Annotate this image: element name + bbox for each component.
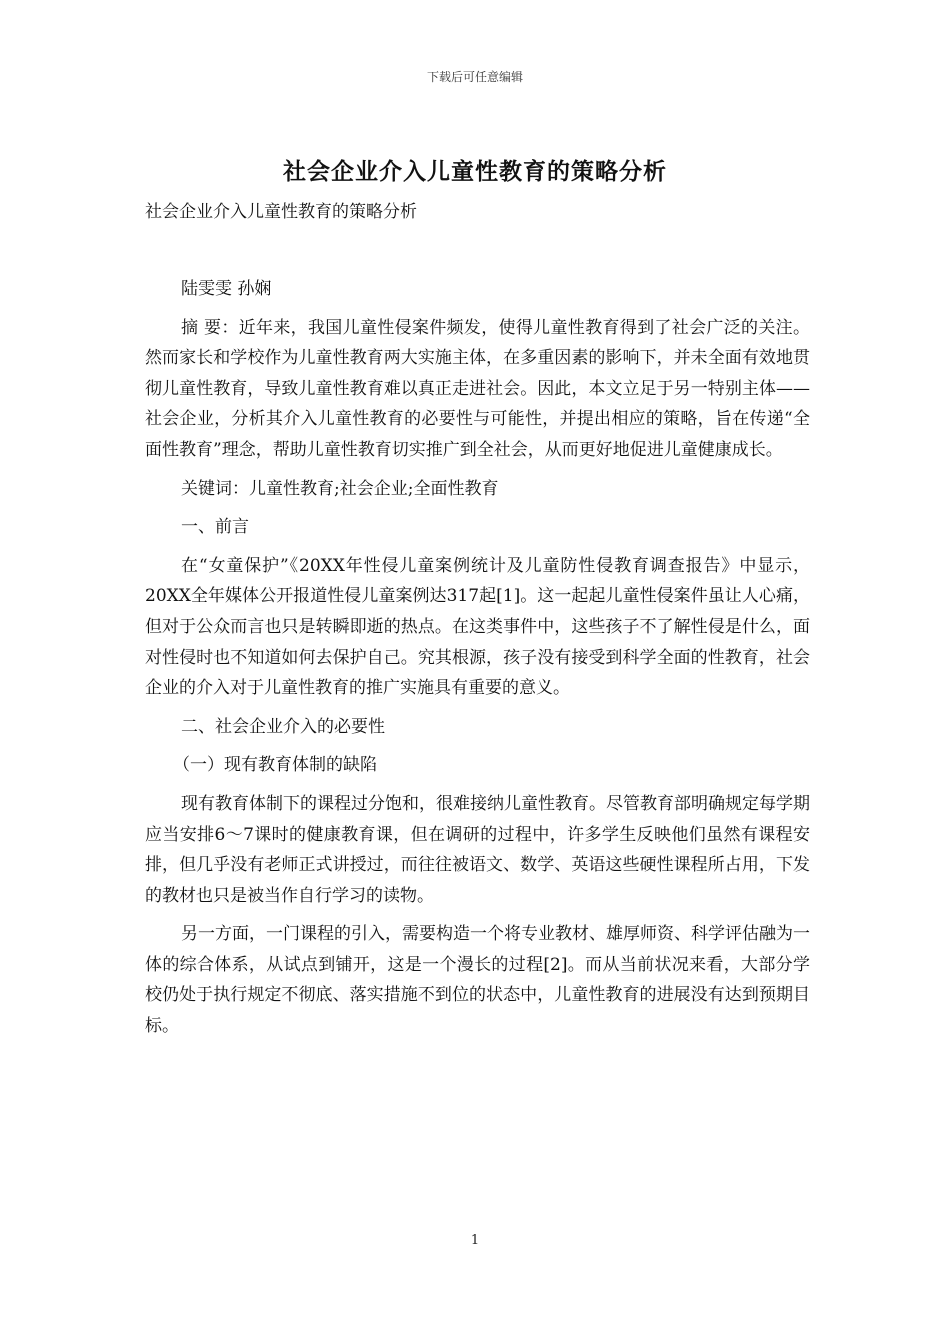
body-paragraph: 另一方面，一门课程的引入，需要构造一个将专业教材、雄厚师资、科学评估融为一体的综合体系，从试点到铺开，这是一个漫长的过程[2]。而从当前状况来看，大部分学校仍处于执行规定不彻底、落实措施不到位的状态中，儿童性教育的进展没有达到预期目标。 [145,924,810,1037]
section-heading-necessity: 二、社会企业介入的必要性 [181,716,385,737]
authors: 陆雯雯 孙娴 [181,279,272,299]
subsection-heading-education-system: （一）现有教育体制的缺陷 [173,755,377,776]
section-heading-preface: 一、前言 [181,517,249,538]
document-subtitle: 社会企业介入儿童性教育的策略分析 [145,202,417,222]
blank-line [145,227,810,274]
document-title: 社会企业介入儿童性教育的策略分析 [283,159,667,185]
body-paragraph: 现有教育体制下的课程过分饱和，很难接纳儿童性教育。尽管教育部明确规定每学期应当安排6～7课时的健康教育课，但在调研的过程中，许多学生反映他们虽然有课程安排，但几乎没有老师正式讲授过，而往往被语文、数学、英语这些硬性课程所占用，下发的教材也只是被当作自行学习的读物。 [145,793,810,906]
abstract-paragraph: 摘 要：近年来，我国儿童性侵案件频发，使得儿童性教育得到了社会广泛的关注。然而家长和学校作为儿童性教育两大实施主体，在多重因素的影响下，并未全面有效地贯彻儿童性教育，导致儿童性教育难以真正走进社会。因此，本文立足于另一特别主体——社会企业，分析其介入儿童性教育的必要性与可能性，并提出相应的策略，旨在传递“全面性教育”理念，帮助儿童性教育切实推广到全社会，从而更好地促进儿童健康成长。 [145,317,810,460]
page-number: 1 [470,1233,480,1248]
document-body [145,197,810,1050]
body-paragraph: 在“女童保护”《20XX年性侵儿童案例统计及儿童防性侵教育调查报告》中显示，20XX全年媒体公开报道性侵儿童案例达317起[1]。这一起起儿童性侵案件虽让人心痛，但对于公众而言也只是转瞬即逝的热点。在这类事件中，这些孩子不了解性侵是什么，面对性侵时也不知道如何去保护自己。究其根源，孩子没有接受到科学全面的性教育，社会企业的介入对于儿童性教育的推广实施具有重要的意义。 [145,555,810,699]
keywords: 关键词：儿童性教育;社会企业;全面性教育 [181,478,499,499]
header-note: 下载后可任意编辑 [426,70,523,84]
